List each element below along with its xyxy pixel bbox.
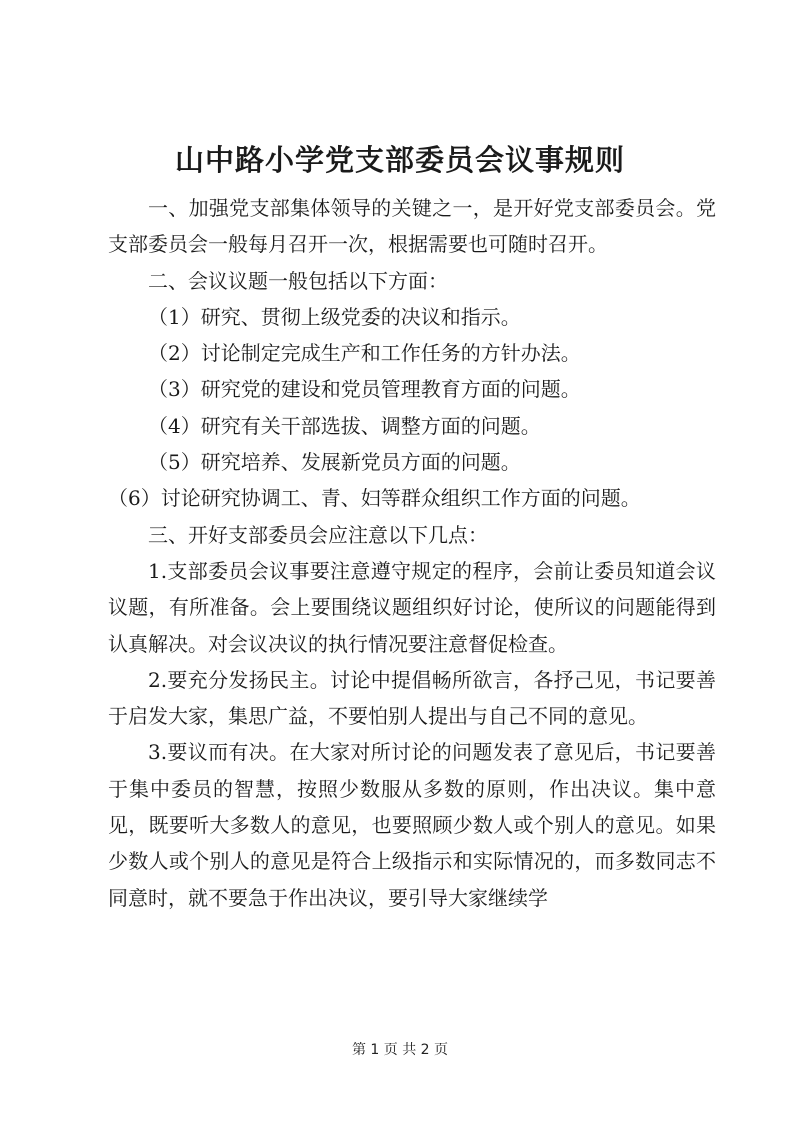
- list-item-6: （6）讨论研究协调工、青、妇等群众组织工作方面的问题。: [108, 486, 641, 511]
- list-item-5: （5）研究培养、发展新党员方面的问题。: [148, 450, 521, 475]
- list-item-2: （2）讨论制定完成生产和工作任务的方针办法。: [148, 341, 581, 366]
- list-item-3: （3）研究党的建设和党员管理教育方面的问题。: [148, 377, 581, 402]
- page-footer: 第 1 页 共 2 页: [351, 1042, 449, 1058]
- list-item-4: （4）研究有关干部选拔、调整方面的问题。: [148, 413, 541, 438]
- paragraph-2: 二、会议议题一般包括以下方面：: [148, 268, 448, 293]
- point-2: 2.要充分发扬民主。讨论中提倡畅所欲言，各抒己见，书记要善于启发大家，集思广益，不要怕别人提出与自己不同的意见。: [108, 667, 716, 729]
- list-item-1: （1）研究、贯彻上级党委的决议和指示。: [148, 304, 521, 329]
- point-3: 3.要议而有决。在大家对所讨论的问题发表了意见后，书记要善于集中委员的智慧，按照少数服从多数的原则，作出决议。集中意见，既要听大多数人的意见，也要照顾少数人或个别人的意见。如果少数人或个别人的意见是符合上级指示和实际情况的，而多数同志不同意时，就不要急于作出决议，要引导大家继续学: [108, 740, 716, 910]
- document-body: [108, 190, 716, 916]
- document-title: 山中路小学党支部委员会议事规则: [174, 143, 625, 177]
- paragraph-1: 一、加强党支部集体领导的关键之一，是开好党支部委员会。党支部委员会一般每月召开一次，根据需要也可随时召开。: [108, 196, 716, 257]
- point-1: 1.支部委员会议事要注意遵守规定的程序，会前让委员知道会议议题，有所准备。会上要围绕议题组织好讨论，使所议的问题能得到认真解决。对会议决议的执行情况要注意督促检查。: [108, 558, 716, 656]
- paragraph-3: 三、开好支部委员会应注意以下几点：: [148, 522, 488, 547]
